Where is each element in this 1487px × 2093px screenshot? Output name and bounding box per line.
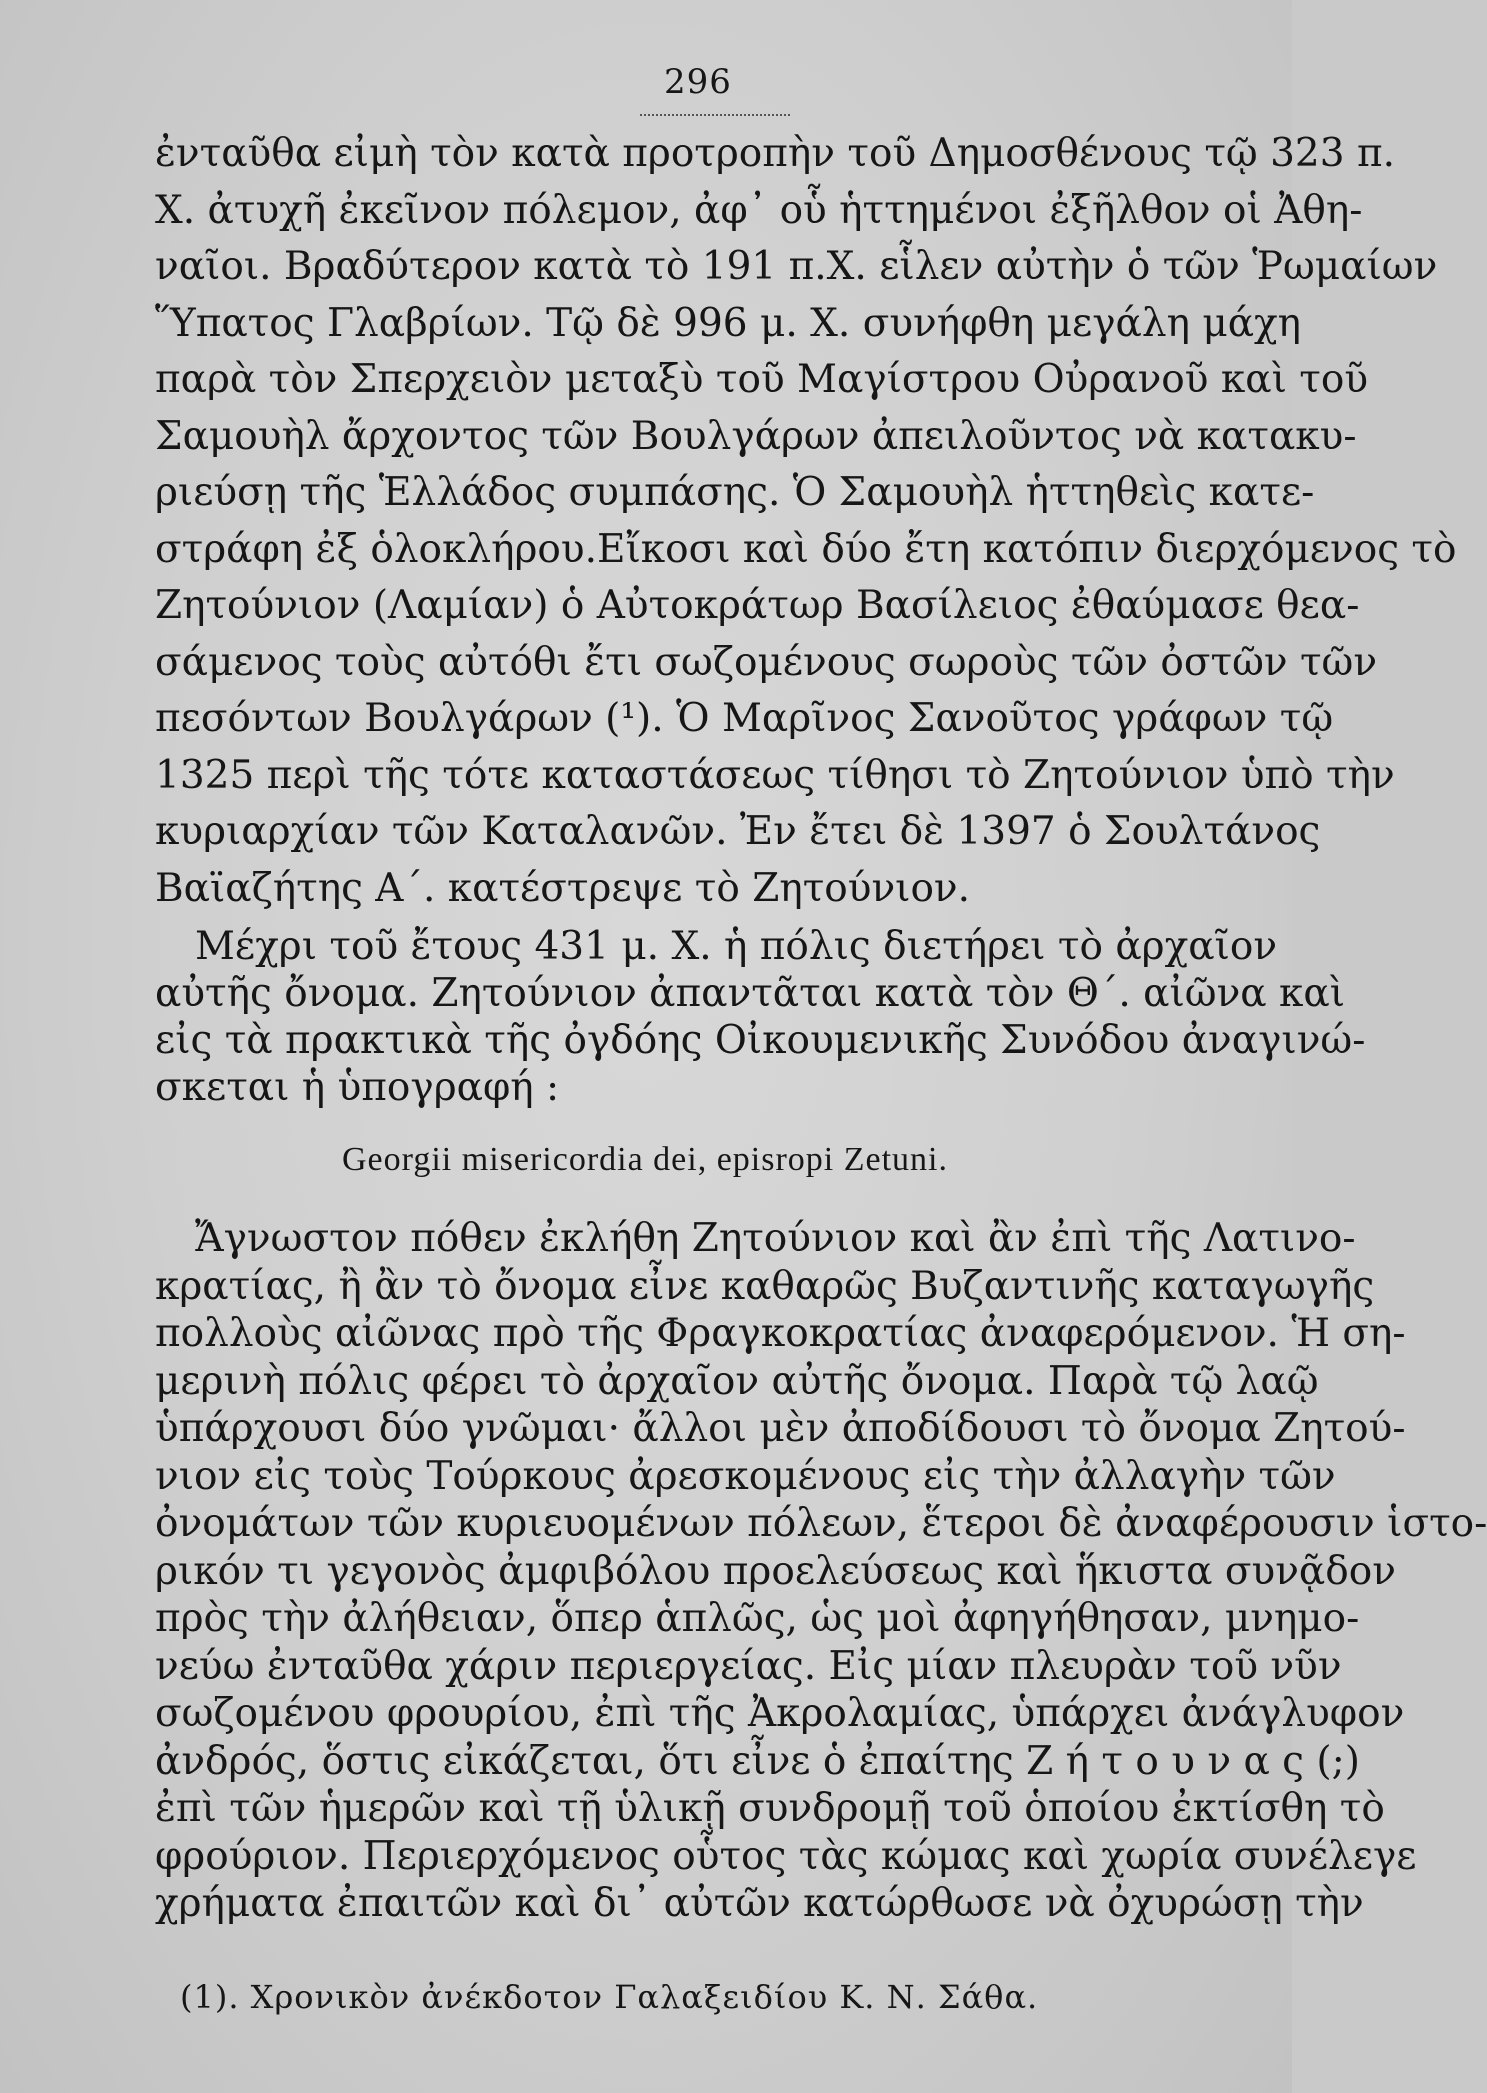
text-line: στράφη ἐξ ὁλοκλήρου.Εἴκοσι καὶ δύο ἔτη κατόπιν διερχόμενος τὸ	[155, 526, 1457, 572]
text-line: Ζητούνιον (Λαμίαν) ὁ Αὐτοκράτωρ Βασίλειος ἐθαύμασε θεα-	[155, 583, 1360, 628]
text-line: ἐπὶ τῶν ἡμερῶν καὶ τῇ ὑλικῇ συνδρομῇ τοῦ ὁποίου ἐκτίσθη τὸ	[155, 1786, 1385, 1831]
text-line: Ἄγνωστον πόθεν ἐκλήθη Ζητούνιον καὶ ἂν ἐπὶ τῆς Λατινο-	[195, 1216, 1356, 1261]
text-line: σάμενος τοὺς αὐτόθι ἔτι σωζομένους σωροὺς τῶν ὀστῶν τῶν	[155, 639, 1378, 685]
page-number-rule	[640, 114, 790, 116]
text-line: χρήματα ἐπαιτῶν καὶ δι᾽ αὐτῶν κατώρθωσε νὰ ὀχυρώσῃ τὴν	[155, 1881, 1364, 1926]
text-line: ὑπάρχουσι δύο γνῶμαι· ἄλλοι μὲν ἀποδίδουσι τὸ ὄνομα Ζητού-	[155, 1406, 1406, 1451]
text-line: Βαϊαζήτης Α΄. κατέστρεψε τὸ Ζητούνιον.	[155, 865, 971, 911]
footnote: (1). Χρονικὸν ἀνέκδοτον Γαλαξειδίου Κ. Ν. Σάθα.	[180, 1977, 1039, 2016]
text-line: μερινὴ πόλις φέρει τὸ ἀρχαῖον αὐτῆς ὄνομα. Παρὰ τῷ λαῷ	[155, 1358, 1319, 1404]
text-line: ἐνταῦθα εἰμὴ τὸν κατὰ προτροπὴν τοῦ Δημοσθένους τῷ 323 π.	[155, 131, 1395, 176]
text-line: 1325 περὶ τῆς τότε καταστάσεως τίθησι τὸ Ζητούνιον ὑπὸ τὴν	[155, 752, 1395, 798]
text-line: κυριαρχίαν τῶν Καταλανῶν. Ἐν ἔτει δὲ 1397 ὁ Σουλτάνος	[155, 809, 1321, 854]
text-line: ρικόν τι γεγονὸς ἀμφιβόλου προελεύσεως καὶ ἥκιστα συνᾷδον	[155, 1548, 1396, 1594]
text-line: ριεύσῃ τῆς Ἑλλάδος συμπάσης. Ὁ Σαμουὴλ ἡττηθεὶς κατε-	[155, 470, 1315, 515]
text-line: πολλοὺς αἰῶνας πρὸ τῆς Φραγκοκρατίας ἀναφερόμενον. Ἡ ση-	[155, 1311, 1406, 1356]
text-line: αὐτῆς ὄνομα. Ζητούνιον ἀπαντᾶται κατὰ τὸν Θ΄. αἰῶνα καὶ	[155, 971, 1346, 1016]
page-number: 296	[664, 62, 732, 102]
text-line: ναῖοι. Βραδύτερον κατὰ τὸ 191 π.Χ. εἷλεν αὐτὴν ὁ τῶν Ῥωμαίων	[155, 244, 1438, 289]
text-line: ἀνδρός, ὅστις εἰκάζεται, ὅτι εἶνε ὁ ἐπαίτης Ζ ή τ ο υ ν α ς (;)	[155, 1738, 1360, 1784]
text-line: σκεται ἡ ὑπογραφή :	[155, 1065, 560, 1110]
text-line: φρούριον. Περιερχόμενος οὗτος τὰς κώμας καὶ χωρία συνέλεγε	[155, 1833, 1417, 1879]
text-line: ὀνομάτων τῶν κυριευομένων πόλεων, ἕτεροι δὲ ἀναφέρουσιν ἱστο-	[155, 1501, 1487, 1546]
latin-signature: Georgii misericordia dei, episropi Zetuni.	[342, 1141, 949, 1178]
text-line: νιον εἰς τοὺς Τούρκους ἀρεσκομένους εἰς τὴν ἀλλαγὴν τῶν	[155, 1453, 1336, 1499]
text-line: Ὕπατος Γλαβρίων. Τῷ δὲ 996 μ. Χ. συνήφθη μεγάλη μάχη	[155, 300, 1302, 346]
text-line: εἰς τὰ πρακτικὰ τῆς ὀγδόης Οἰκουμενικῆς Συνόδου ἀναγινώ-	[155, 1018, 1366, 1063]
text-line: κρατίας, ἢ ἂν τὸ ὄνομα εἶνε καθαρῶς Βυζαντινῆς καταγωγῆς	[155, 1263, 1375, 1309]
text-line: πεσόντων Βουλγάρων (¹). Ὁ Μαρῖνος Σανοῦτος γράφων τῷ	[155, 696, 1334, 741]
text-line: παρὰ τὸν Σπερχειὸν μεταξὺ τοῦ Μαγίστρου Οὐρανοῦ καὶ τοῦ	[155, 357, 1369, 402]
text-line: νεύω ἐνταῦθα χάριν περιεργείας. Εἰς μίαν πλευρὰν τοῦ νῦν	[155, 1643, 1342, 1689]
text-line: Μέχρι τοῦ ἔτους 431 μ. Χ. ἡ πόλις διετήρει τὸ ἀρχαῖον	[195, 924, 1278, 969]
text-line: Χ. ἀτυχῆ ἐκεῖνον πόλεμον, ἀφ᾽ οὗ ἡττημένοι ἐξῆλθον οἱ Ἀθη-	[155, 187, 1363, 233]
text-line: πρὸς τὴν ἀλήθειαν, ὅπερ ἁπλῶς, ὡς μοὶ ἀφηγήθησαν, μνημο-	[155, 1596, 1360, 1641]
text-line: Σαμουὴλ ἄρχοντος τῶν Βουλγάρων ἀπειλοῦντος νὰ κατακυ-	[155, 413, 1357, 459]
text-line: σωζομένου φρουρίου, ἐπὶ τῆς Ἀκρολαμίας, ὑπάρχει ἀνάγλυφον	[155, 1691, 1405, 1736]
